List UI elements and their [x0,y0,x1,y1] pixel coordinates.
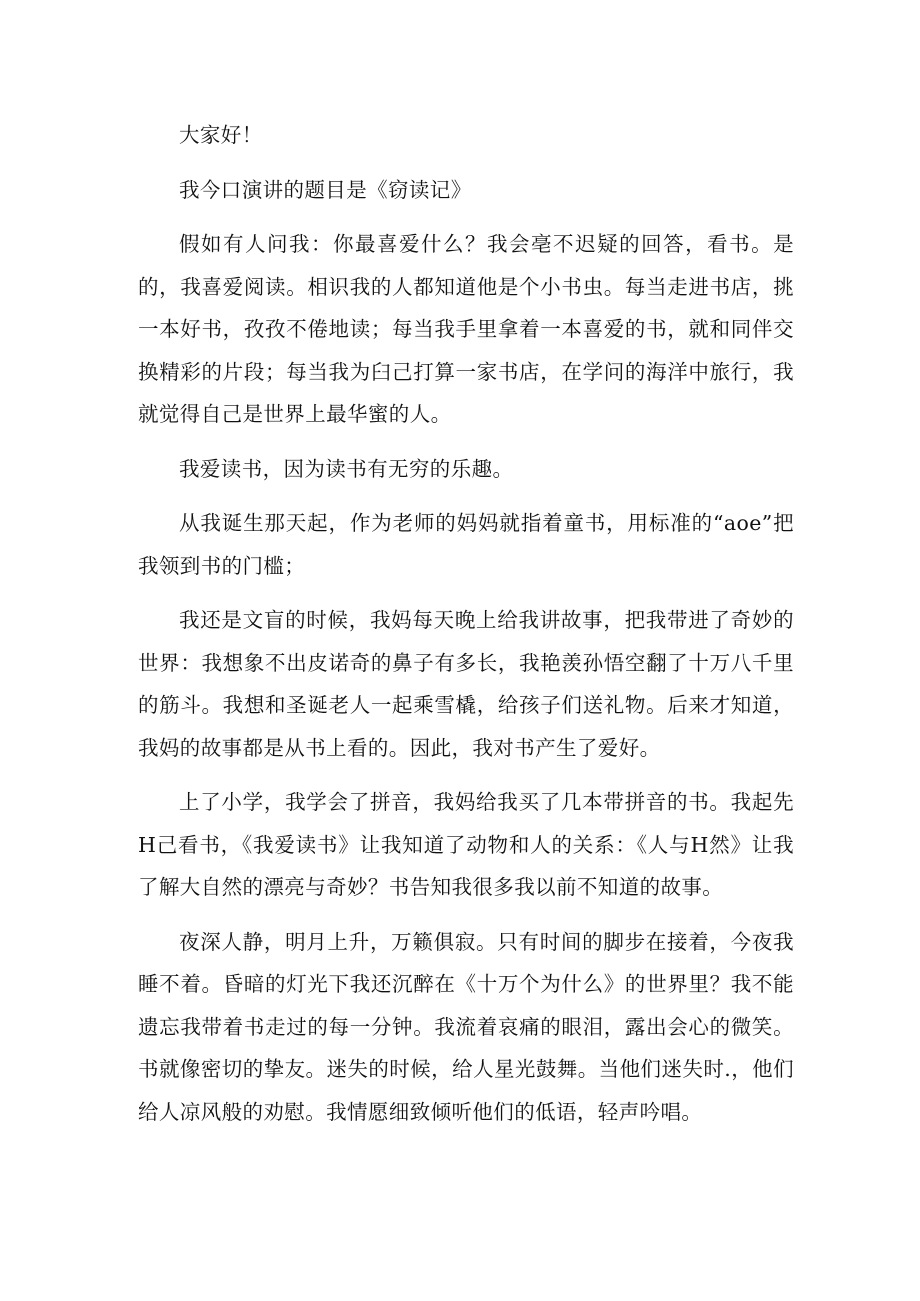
speech-body [138,114,794,1145]
paragraph-joy: 我爱读书，因为读书有无穷的乐趣。 [179,456,514,481]
paragraph-primary-school: 上了小学，我学会了拼音，我妈给我买了几本带拼音的书。我起先H己看书，《我爱读书》让我知道了动物和人的关系：《人与H然》让我了解大自然的漂亮与奇妙？书告知我很多我以前不知道的故事。 [138,790,794,899]
paragraph-stories: 我还是文盲的时候，我妈每天晚上给我讲故事，把我带进了奇妙的世界：我想象不出皮诺奇的鼻子有多长，我艳羡孙悟空翻了十万八千里的筋斗。我想和圣诞老人一起乘雪橇，给孩子们送礼物。后来才知道，我妈的故事都是从书上看的。因此，我对书产生了爱好。 [138,608,794,760]
paragraph-love-reading: 假如有人问我：你最喜爱什么？我会亳不迟疑的回答，看书。是的，我喜爱阅读。相识我的人都知道他是个小书虫。每当走进书店，挑一本好书，孜孜不倦地读；每当我手里拿着一本喜爱的书，就和同伴交换精彩的片段；每当我为臼己打算一家书店，在学问的海洋中旅行，我就觉得自己是世界上最华蜜的人。 [138,232,794,426]
paragraph-birth: 从我诞生那天起，作为老师的妈妈就指着童书，用标准的“aoe”把我领到书的门槛； [138,511,794,578]
paragraph-night: 夜深人静，明月上升，万籁俱寂。只有时间的脚步在接着，今夜我睡不着。昏暗的灯光下我还沉醉在《十万个为什么》的世界里？我不能遗忘我带着书走过的每一分钟。我流着哀痛的眼泪，露出会心的微笑。书就像密切的挚友。迷失的时候，给人星光鼓舞。当他们迷失时.，他们给人凉风般的劝慰。我情愿细致倾听他们的低语，轻声吟唱。 [138,929,794,1124]
paragraph-title: 我今口演讲的题目是《窃读记》 [179,177,472,202]
paragraph-greeting: 大家好！ [179,123,263,147]
